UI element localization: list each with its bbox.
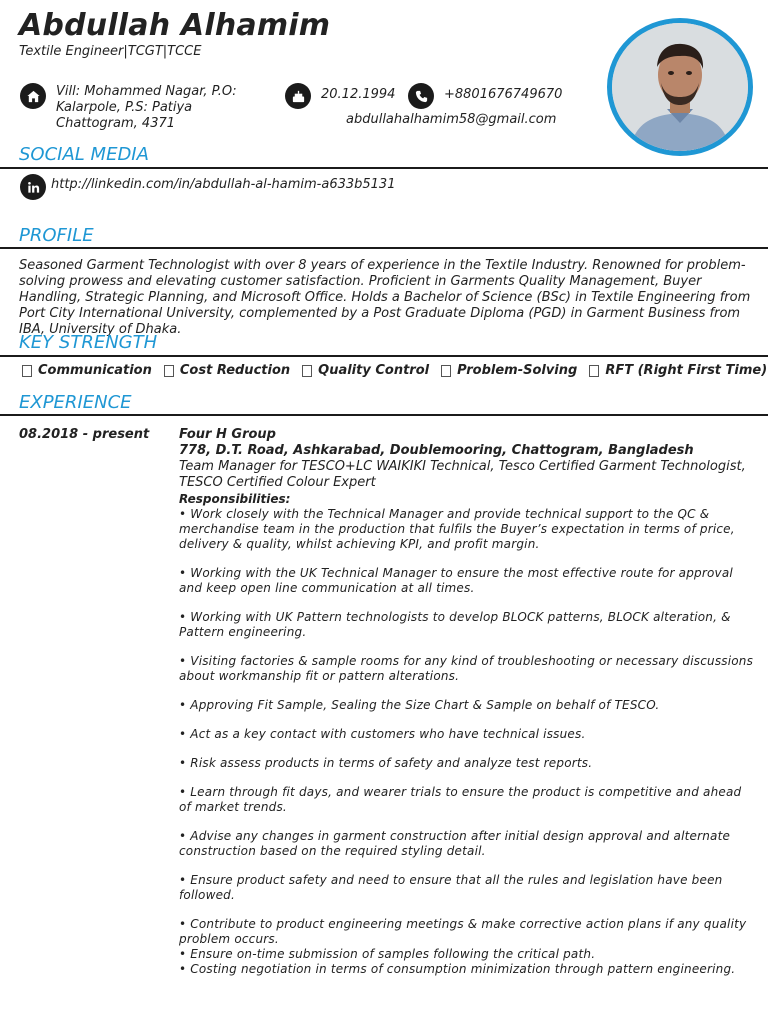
strength-item <box>164 363 290 378</box>
responsibility-item: • Costing negotiation in terms of consumption minimization through pattern engineering. <box>179 962 736 976</box>
responsibilities-label: Responsibilities: <box>179 492 291 506</box>
resume-title: Textile Engineer|TCGT|TCCE <box>19 44 202 59</box>
strength-list <box>22 363 767 378</box>
responsibility-item: • Ensure on-time submission of samples following the critical path. <box>179 947 596 961</box>
address-block <box>56 84 237 132</box>
section-title-social-media: SOCIAL MEDIA <box>19 144 149 165</box>
checkbox-icon <box>22 365 32 377</box>
date-of-birth: 20.12.1994 <box>321 87 396 102</box>
phone-icon <box>408 83 434 109</box>
home-icon <box>20 83 46 109</box>
strength-item <box>22 363 152 378</box>
responsibility-item: • Learn through fit days, and wearer trials to ensure the product is competitive and ahead of market trends. <box>179 785 742 814</box>
section-divider <box>0 167 768 169</box>
responsibility-item: • Contribute to product engineering meetings & make corrective action plans if any quality problem occurs. <box>179 917 747 946</box>
section-title-profile: PROFILE <box>19 225 94 246</box>
strength-item <box>302 363 429 378</box>
responsibility-item: • Visiting factories & sample rooms for any kind of troubleshooting or necessary discussions about workmanship fit or pattern alterations. <box>179 654 754 683</box>
responsibility-item: • Act as a key contact with customers who have technical issues. <box>179 727 586 741</box>
experience-details <box>179 427 754 977</box>
strength-label: Communication <box>38 363 152 378</box>
section-title-experience: EXPERIENCE <box>19 392 132 413</box>
responsibility-item: • Working with UK Pattern technologists to develop BLOCK patterns, BLOCK alteration, & Pattern engineering. <box>179 610 731 639</box>
checkbox-icon <box>441 365 451 377</box>
checkbox-icon <box>589 365 599 377</box>
address-line-1: Vill: Mohammed Nagar, P.O: <box>56 84 237 99</box>
responsibility-item: • Working with the UK Technical Manager to ensure the most effective route for approval and keep open line communication at all times. <box>179 566 733 595</box>
responsibility-item: • Advise any changes in garment construction after initial design approval and alternate construction based on the required styling detail. <box>179 829 731 858</box>
phone-number: +8801676749670 <box>444 87 563 102</box>
profile-photo <box>607 18 753 156</box>
address-line-3: Chattogram, 4371 <box>56 116 176 131</box>
responsibility-item: • Work closely with the Technical Manager and provide technical support to the QC & merchandise team in the production that fulfils the Buyer’s expectation in terms of price, delivery & quality, whilst achieving KPI, and profit margin. <box>179 507 735 551</box>
address-line-2: Kalarpole, P.S: Patiya <box>56 100 193 115</box>
section-divider <box>0 247 768 249</box>
responsibility-item: • Ensure product safety and need to ensure that all the rules and legislation have been followed. <box>179 873 723 902</box>
resume-name: Abdullah Alhamim <box>19 8 331 43</box>
avatar-illustration <box>612 23 748 151</box>
cake-icon <box>285 83 311 109</box>
strength-item <box>589 363 767 378</box>
experience-role: Team Manager for TESCO+LC WAIKIKI Technical, Tesco Certified Garment Technologist, TESCO Certified Colour Expert <box>179 459 746 490</box>
linkedin-link[interactable]: http://linkedin.com/in/abdullah-al-hamim-a633b5131 <box>51 177 396 192</box>
strength-item <box>441 363 577 378</box>
checkbox-icon <box>164 365 174 377</box>
checkbox-icon <box>302 365 312 377</box>
responsibility-item: • Approving Fit Sample, Sealing the Size Chart & Sample on behalf of TESCO. <box>179 698 660 712</box>
strength-label: RFT (Right First Time) <box>605 363 768 378</box>
strength-label: Problem-Solving <box>457 363 578 378</box>
experience-date: 08.2018 - present <box>19 427 150 442</box>
responsibility-item: • Risk assess products in terms of safety and analyze test reports. <box>179 756 593 770</box>
section-divider <box>0 355 768 357</box>
strength-label: Cost Reduction <box>179 363 291 378</box>
section-title-key-strength: KEY STRENGTH <box>19 332 158 353</box>
profile-summary: Seasoned Garment Technologist with over 8 years of experience in the Textile Industry. Renowned for problem-solving prowess and elevating customer satisfaction. Proficient in Garments Quality Management, Buyer Handling, Strategic Planning, and Microsoft Office. Holds a Bachelor of Science (BSc) in Textile Engineering from Port City International University, complemented by a Post Graduate Diploma (PGD) in Garment Business from IBA, University of Dhaka. <box>19 258 751 337</box>
experience-company: Four H Group <box>179 427 276 442</box>
experience-address: 778, D.T. Road, Ashkarabad, Doublemooring, Chattogram, Bangladesh <box>179 443 694 458</box>
strength-label: Quality Control <box>318 363 430 378</box>
email-address: abdullahalhamim58@gmail.com <box>346 112 557 127</box>
section-divider <box>0 414 768 416</box>
linkedin-icon <box>20 174 46 200</box>
